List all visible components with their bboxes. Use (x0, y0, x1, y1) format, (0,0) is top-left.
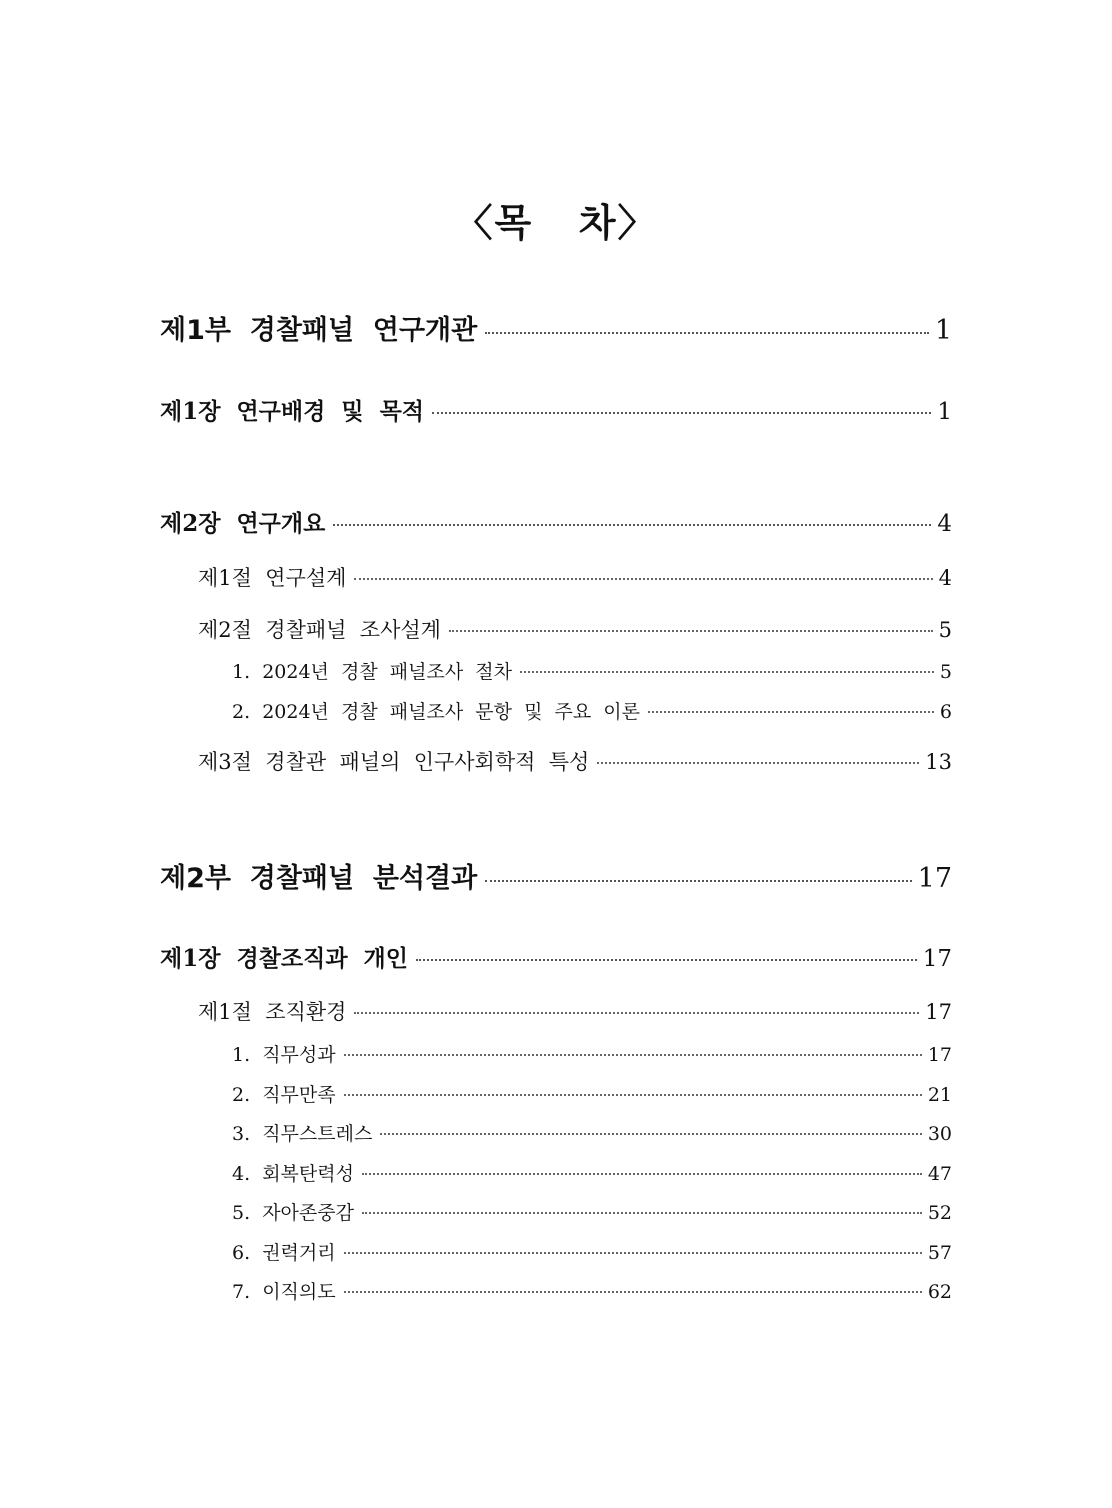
dot-leader (449, 630, 933, 632)
toc-entry-label: 제1부 경찰패널 연구개관 (160, 315, 478, 346)
toc-item[interactable] (232, 1238, 952, 1265)
toc-entry-label: 5. 자아존중감 (232, 1202, 354, 1224)
toc-entry-label: 1. 직무성과 (232, 1044, 336, 1066)
dot-leader (416, 959, 917, 961)
toc-page-number: 13 (925, 750, 952, 774)
toc-page-number: 17 (927, 1044, 952, 1066)
toc-item[interactable] (232, 1119, 952, 1146)
dot-leader (597, 762, 919, 764)
toc-entry-label: 제1절 연구설계 (198, 566, 347, 590)
toc-entry-label: 1. 2024년 경찰 패널조사 절차 (232, 661, 512, 683)
toc-item[interactable] (232, 1080, 952, 1107)
dot-leader (344, 1094, 922, 1096)
dot-leader (432, 412, 931, 414)
toc-item[interactable] (232, 657, 952, 684)
toc-page-number: 30 (927, 1123, 952, 1145)
dot-leader (354, 578, 932, 580)
toc-entry-label: 제1장 경찰조직과 개인 (160, 945, 408, 972)
dot-leader (485, 880, 911, 882)
dot-leader (485, 332, 929, 334)
dot-leader (380, 1133, 921, 1135)
toc-page-number: 57 (927, 1242, 952, 1264)
toc-entry-label: 제2장 연구개요 (160, 510, 326, 537)
dot-leader (520, 671, 934, 673)
toc-item[interactable] (232, 1198, 952, 1225)
toc-chapter-2[interactable] (160, 505, 952, 538)
toc-page-number: 1 (937, 399, 952, 425)
toc-entry-label: 제2절 경찰패널 조사설계 (198, 618, 441, 642)
toc-page-number: 17 (925, 1000, 952, 1024)
dot-leader (333, 524, 931, 526)
dot-leader (354, 1012, 919, 1014)
toc-page-number: 17 (922, 946, 952, 972)
toc-item[interactable] (232, 1159, 952, 1186)
toc-entry-label: 2. 직무만족 (232, 1084, 336, 1106)
toc-page-number: 4 (937, 511, 952, 537)
toc-section[interactable] (198, 562, 952, 592)
toc-page-number: 47 (927, 1163, 952, 1185)
toc-page-number: 4 (938, 566, 952, 590)
toc-entry-label: 6. 권력거리 (232, 1242, 336, 1264)
toc-entry-label: 제2부 경찰패널 분석결과 (160, 863, 478, 894)
dot-leader (344, 1054, 922, 1056)
dot-leader (362, 1212, 922, 1214)
toc-part-1[interactable] (160, 308, 952, 347)
toc-chapter-1[interactable] (160, 393, 952, 426)
dot-leader (344, 1252, 922, 1254)
toc-page-number: 62 (927, 1281, 952, 1303)
toc-entry-label: 제1절 조직환경 (198, 1000, 347, 1024)
toc-entry-label: 2. 2024년 경찰 패널조사 문항 및 주요 이론 (232, 701, 640, 723)
toc-part-2[interactable] (160, 856, 952, 895)
toc-item[interactable] (232, 1040, 952, 1067)
toc-entry-label: 4. 회복탄력성 (232, 1163, 354, 1185)
dot-leader (648, 711, 934, 713)
toc-section[interactable] (198, 996, 952, 1026)
toc-page-number: 1 (934, 315, 952, 346)
toc-chapter-1[interactable] (160, 940, 952, 973)
toc-page-number: 17 (917, 863, 952, 894)
toc-entry-label: 제1장 연구배경 및 목적 (160, 398, 425, 425)
toc-page-number: 5 (938, 618, 952, 642)
toc-page-number: 21 (927, 1084, 952, 1106)
toc-item[interactable] (232, 697, 952, 724)
toc-entry-label: 3. 직무스트레스 (232, 1123, 373, 1145)
toc-page-number: 52 (927, 1202, 952, 1224)
toc-entry-label: 7. 이직의도 (232, 1281, 336, 1303)
dot-leader (344, 1291, 922, 1293)
toc-entry-label: 제3절 경찰관 패널의 인구사회학적 특성 (198, 750, 590, 774)
toc-title: 〈목 차〉 (454, 201, 658, 245)
dot-leader (362, 1173, 922, 1175)
toc-page-number: 6 (939, 701, 952, 723)
toc-item[interactable] (232, 1277, 952, 1304)
toc-section[interactable] (198, 614, 952, 644)
toc-section[interactable] (198, 746, 952, 776)
toc-page-number: 5 (939, 661, 952, 683)
